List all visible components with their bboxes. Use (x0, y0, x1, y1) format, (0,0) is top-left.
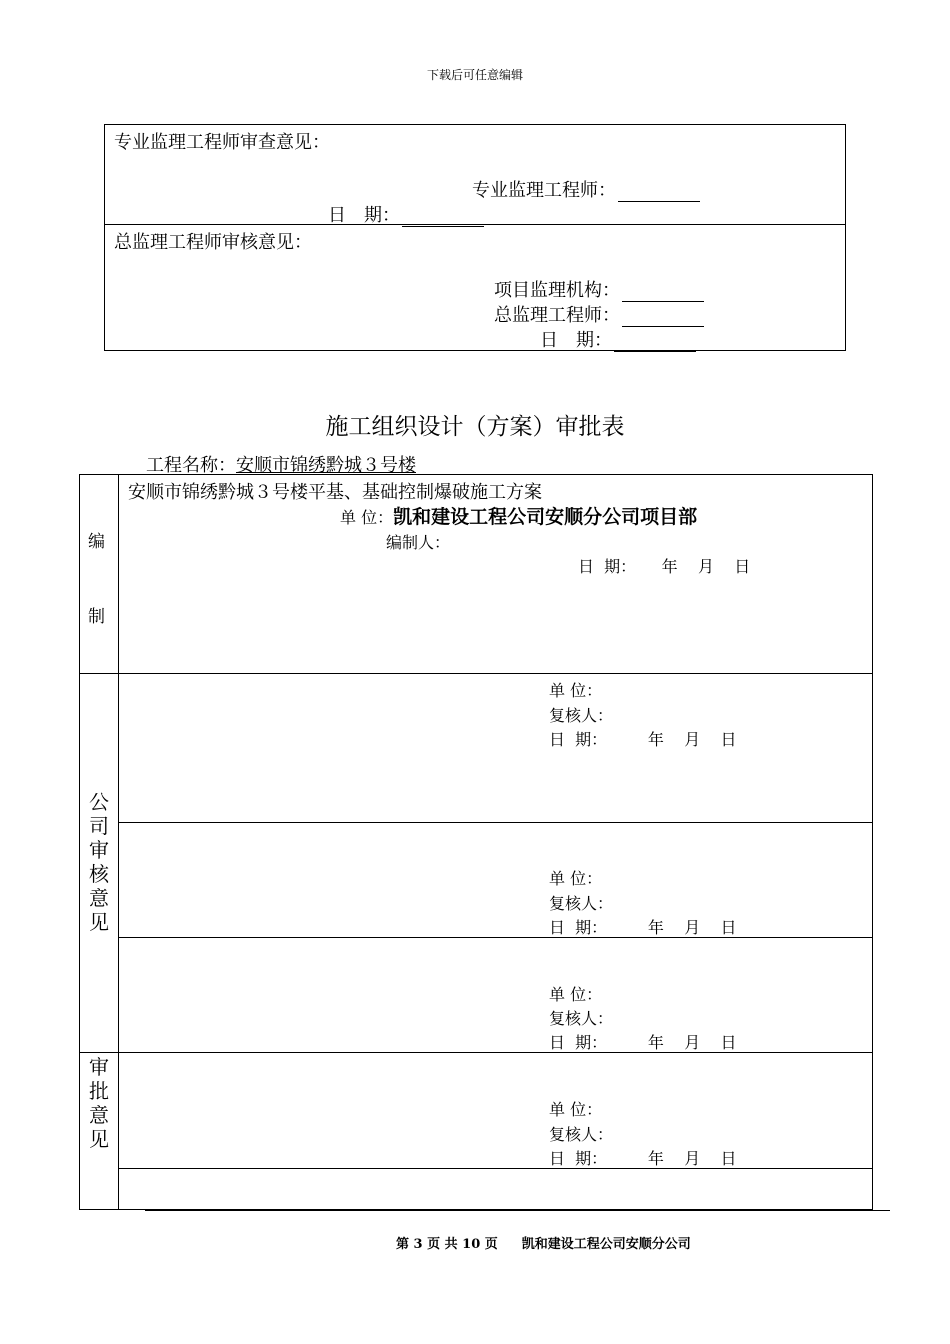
project-name-value: 安顺市锦绣黔城３号楼 (236, 455, 416, 476)
plan-name: 安顺市锦绣黔城３号楼平基、基础控制爆破施工方案 (128, 482, 542, 503)
date-blank[interactable] (402, 208, 484, 227)
signature-blank[interactable] (618, 183, 700, 202)
professional-engineer-signature (472, 176, 700, 202)
chief-opinion-label: 总监理工程师审核意见： (114, 232, 312, 253)
unit-label: 单 位： (340, 508, 394, 527)
page-info: 第 3 页 共 10 页 (396, 1237, 498, 1252)
footer-rule (145, 1210, 890, 1211)
compile-side-label-1: 编 (88, 532, 105, 552)
sign-date-2: 日 期： 年 月 日 (549, 918, 737, 937)
sign-unit-1: 单 位： (549, 681, 603, 700)
date-label: 日 期： (328, 205, 400, 226)
compile-date: 日 期： 年 月 日 (578, 557, 751, 576)
compile-side-label-2: 制 (88, 607, 105, 627)
unit-value: 凯和建设工程公司安顺分公司项目部 (393, 506, 698, 528)
sign-date-1: 日 期： 年 月 日 (549, 730, 737, 749)
table-label-column-line (118, 474, 119, 1210)
header-note: 下载后可任意编辑 (426, 68, 523, 82)
date-label: 日 期： (540, 330, 612, 351)
chief-engineer-label: 总监理工程师： (494, 305, 620, 326)
sign-unit-4: 单 位： (549, 1100, 603, 1119)
approval-label: 审批意见 (89, 1055, 109, 1151)
sign-unit-3: 单 位： (549, 985, 603, 1004)
sign-reviewer-1: 复核人： (549, 706, 614, 725)
footer-company: 凯和建设工程公司安顺分公司 (521, 1237, 691, 1252)
row-divider (118, 937, 873, 938)
sign-reviewer-3: 复核人： (549, 1009, 614, 1028)
compile-unit (340, 502, 697, 529)
chief-blank[interactable] (622, 308, 704, 327)
sign-reviewer-4: 复核人： (549, 1125, 614, 1144)
sign-reviewer-2: 复核人： (549, 894, 614, 913)
supervision-org-signature (494, 276, 704, 302)
row-divider (79, 1052, 873, 1053)
sign-date-3: 日 期： 年 月 日 (549, 1033, 737, 1052)
compiler-label: 编制人： (386, 533, 451, 552)
sign-date-4: 日 期： 年 月 日 (549, 1149, 737, 1168)
org-blank[interactable] (622, 283, 704, 302)
approval-table (79, 474, 873, 1210)
row-divider (79, 673, 873, 674)
sign-unit-2: 单 位： (549, 869, 603, 888)
review-date-1 (328, 201, 484, 227)
supervision-org-label: 项目监理机构： (494, 280, 620, 301)
date-blank[interactable] (614, 333, 696, 352)
review-date-2 (540, 326, 696, 352)
row-divider (118, 1168, 873, 1169)
project-name-label: 工程名称： (146, 455, 236, 476)
professional-engineer-label: 专业监理工程师： (472, 180, 616, 201)
chief-engineer-signature (494, 301, 704, 327)
footer (396, 1233, 691, 1252)
row-divider (118, 822, 873, 823)
professional-opinion-label: 专业监理工程师审查意见： (114, 132, 330, 153)
form-title: 施工组织设计（方案）审批表 (325, 414, 625, 440)
company-review-label: 公司审核意见 (89, 790, 109, 934)
